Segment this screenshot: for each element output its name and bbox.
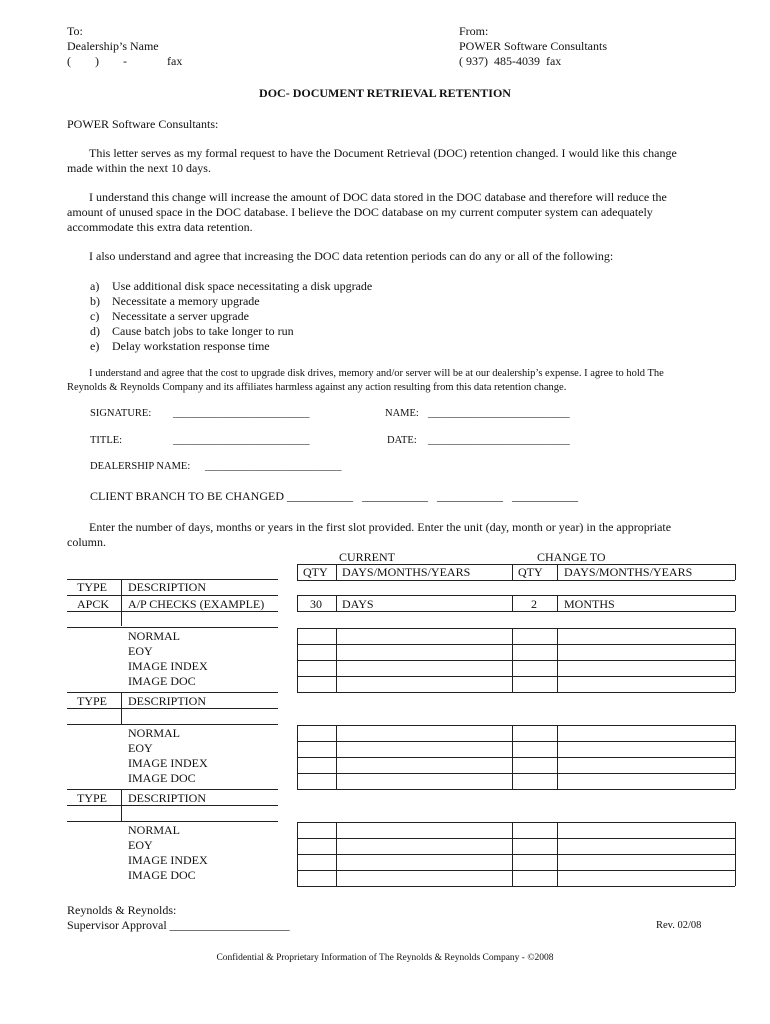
row-eoy: EOY <box>128 838 153 852</box>
instructions: Enter the number of days, months or years in the first slot provided. Enter the unit (day, month or year) in the appropriate column. <box>67 520 672 549</box>
change-to-header: CHANGE TO <box>537 550 606 564</box>
revision: Rev. 02/08 <box>656 920 702 931</box>
dealership-name-label: DEALERSHIP NAME: <box>90 461 191 472</box>
title-label: TITLE: <box>90 435 123 446</box>
row-normal: NORMAL <box>128 726 181 740</box>
salutation: POWER Software Consultants: <box>67 117 219 131</box>
date-field[interactable]: ___________________________ <box>428 435 570 446</box>
current-header: CURRENT <box>339 550 396 564</box>
row-normal: NORMAL <box>128 823 181 837</box>
title-field[interactable]: __________________________ <box>173 435 310 446</box>
to-label: To: <box>67 24 83 38</box>
list-item: c) Necessitate a server upgrade <box>90 309 249 323</box>
example-change-unit: MONTHS <box>564 597 615 611</box>
description-header: DESCRIPTION <box>128 580 207 594</box>
example-type: APCK <box>77 597 110 611</box>
example-current-qty: 30 <box>310 597 322 611</box>
consequence-list <box>90 279 372 354</box>
type-header: TYPE <box>77 791 107 805</box>
to-dealership-name: Dealership’s Name <box>67 39 159 53</box>
to-phone-dash: - <box>123 54 127 68</box>
row-image-index: IMAGE INDEX <box>128 853 208 867</box>
paragraph-4: I understand and agree that the cost to upgrade disk drives, memory and/or server will be at our dealership’s expense. I agree to hold The Reynolds & Reynolds Company and its affiliates harmless against any action resulting from this data retention change. <box>67 368 664 393</box>
row-image-doc: IMAGE DOC <box>128 868 196 882</box>
signature-field[interactable]: __________________________ <box>173 408 310 419</box>
example-current-unit: DAYS <box>342 597 374 611</box>
row-image-doc: IMAGE DOC <box>128 674 196 688</box>
example-change-qty: 2 <box>531 597 537 611</box>
to-phone-close: ) <box>95 54 99 68</box>
list-item: d) Cause batch jobs to take longer to run <box>90 324 294 338</box>
row-normal: NORMAL <box>128 629 181 643</box>
description-header: DESCRIPTION <box>128 694 207 708</box>
dealership-name-field[interactable]: __________________________ <box>205 461 342 472</box>
to-fax: fax <box>167 54 183 68</box>
row-image-index: IMAGE INDEX <box>128 659 208 673</box>
paragraph-2: I understand this change will increase the amount of DOC data stored in the DOC database and therefore will reduce the amount of unused space in the DOC database. I believe the DOC database on my current computer system can adequately accommodate this extra data retention. <box>67 190 667 234</box>
client-branch-field[interactable]: CLIENT BRANCH TO BE CHANGED ___________ ___________ ___________ ___________ <box>90 489 579 503</box>
list-item: b) Necessitate a memory upgrade <box>90 294 260 308</box>
name-field[interactable]: ___________________________ <box>428 408 570 419</box>
date-label: DATE: <box>387 435 417 446</box>
confidential-notice: Confidential & Proprietary Information of The Reynolds & Reynolds Company - ©2008 <box>216 953 554 963</box>
footer-company: Reynolds & Reynolds: <box>67 903 177 917</box>
paragraph-1: This letter serves as my formal request to have the Document Retrieval (DOC) retention changed. I would like this change made within the next 10 days. <box>67 146 677 175</box>
to-phone-open: ( <box>67 54 71 68</box>
row-image-index: IMAGE INDEX <box>128 756 208 770</box>
list-item: a) Use additional disk space necessitating a disk upgrade <box>90 279 373 293</box>
type-header: TYPE <box>77 694 107 708</box>
from-phone: ( 937) 485-4039 fax <box>459 54 562 68</box>
document-title: DOC- DOCUMENT RETRIEVAL RETENTION <box>259 86 511 100</box>
signature-label: SIGNATURE: <box>90 408 152 419</box>
example-description: A/P CHECKS (EXAMPLE) <box>128 597 265 611</box>
change-unit-header: DAYS/MONTHS/YEARS <box>564 565 693 579</box>
row-eoy: EOY <box>128 741 153 755</box>
name-label: NAME: <box>385 408 419 419</box>
paragraph-3: I also understand and agree that increasing the DOC data retention periods can do any or all of the following: <box>89 249 614 263</box>
current-unit-header: DAYS/MONTHS/YEARS <box>342 565 471 579</box>
type-header: TYPE <box>77 580 107 594</box>
row-image-doc: IMAGE DOC <box>128 771 196 785</box>
change-qty-header: QTY <box>518 565 543 579</box>
description-header: DESCRIPTION <box>128 791 207 805</box>
row-eoy: EOY <box>128 644 153 658</box>
current-qty-header: QTY <box>303 565 328 579</box>
list-item: e) Delay workstation response time <box>90 339 270 353</box>
supervisor-approval-field[interactable]: Supervisor Approval ____________________ <box>67 918 290 932</box>
from-label: From: <box>459 24 489 38</box>
from-name: POWER Software Consultants <box>459 39 607 53</box>
